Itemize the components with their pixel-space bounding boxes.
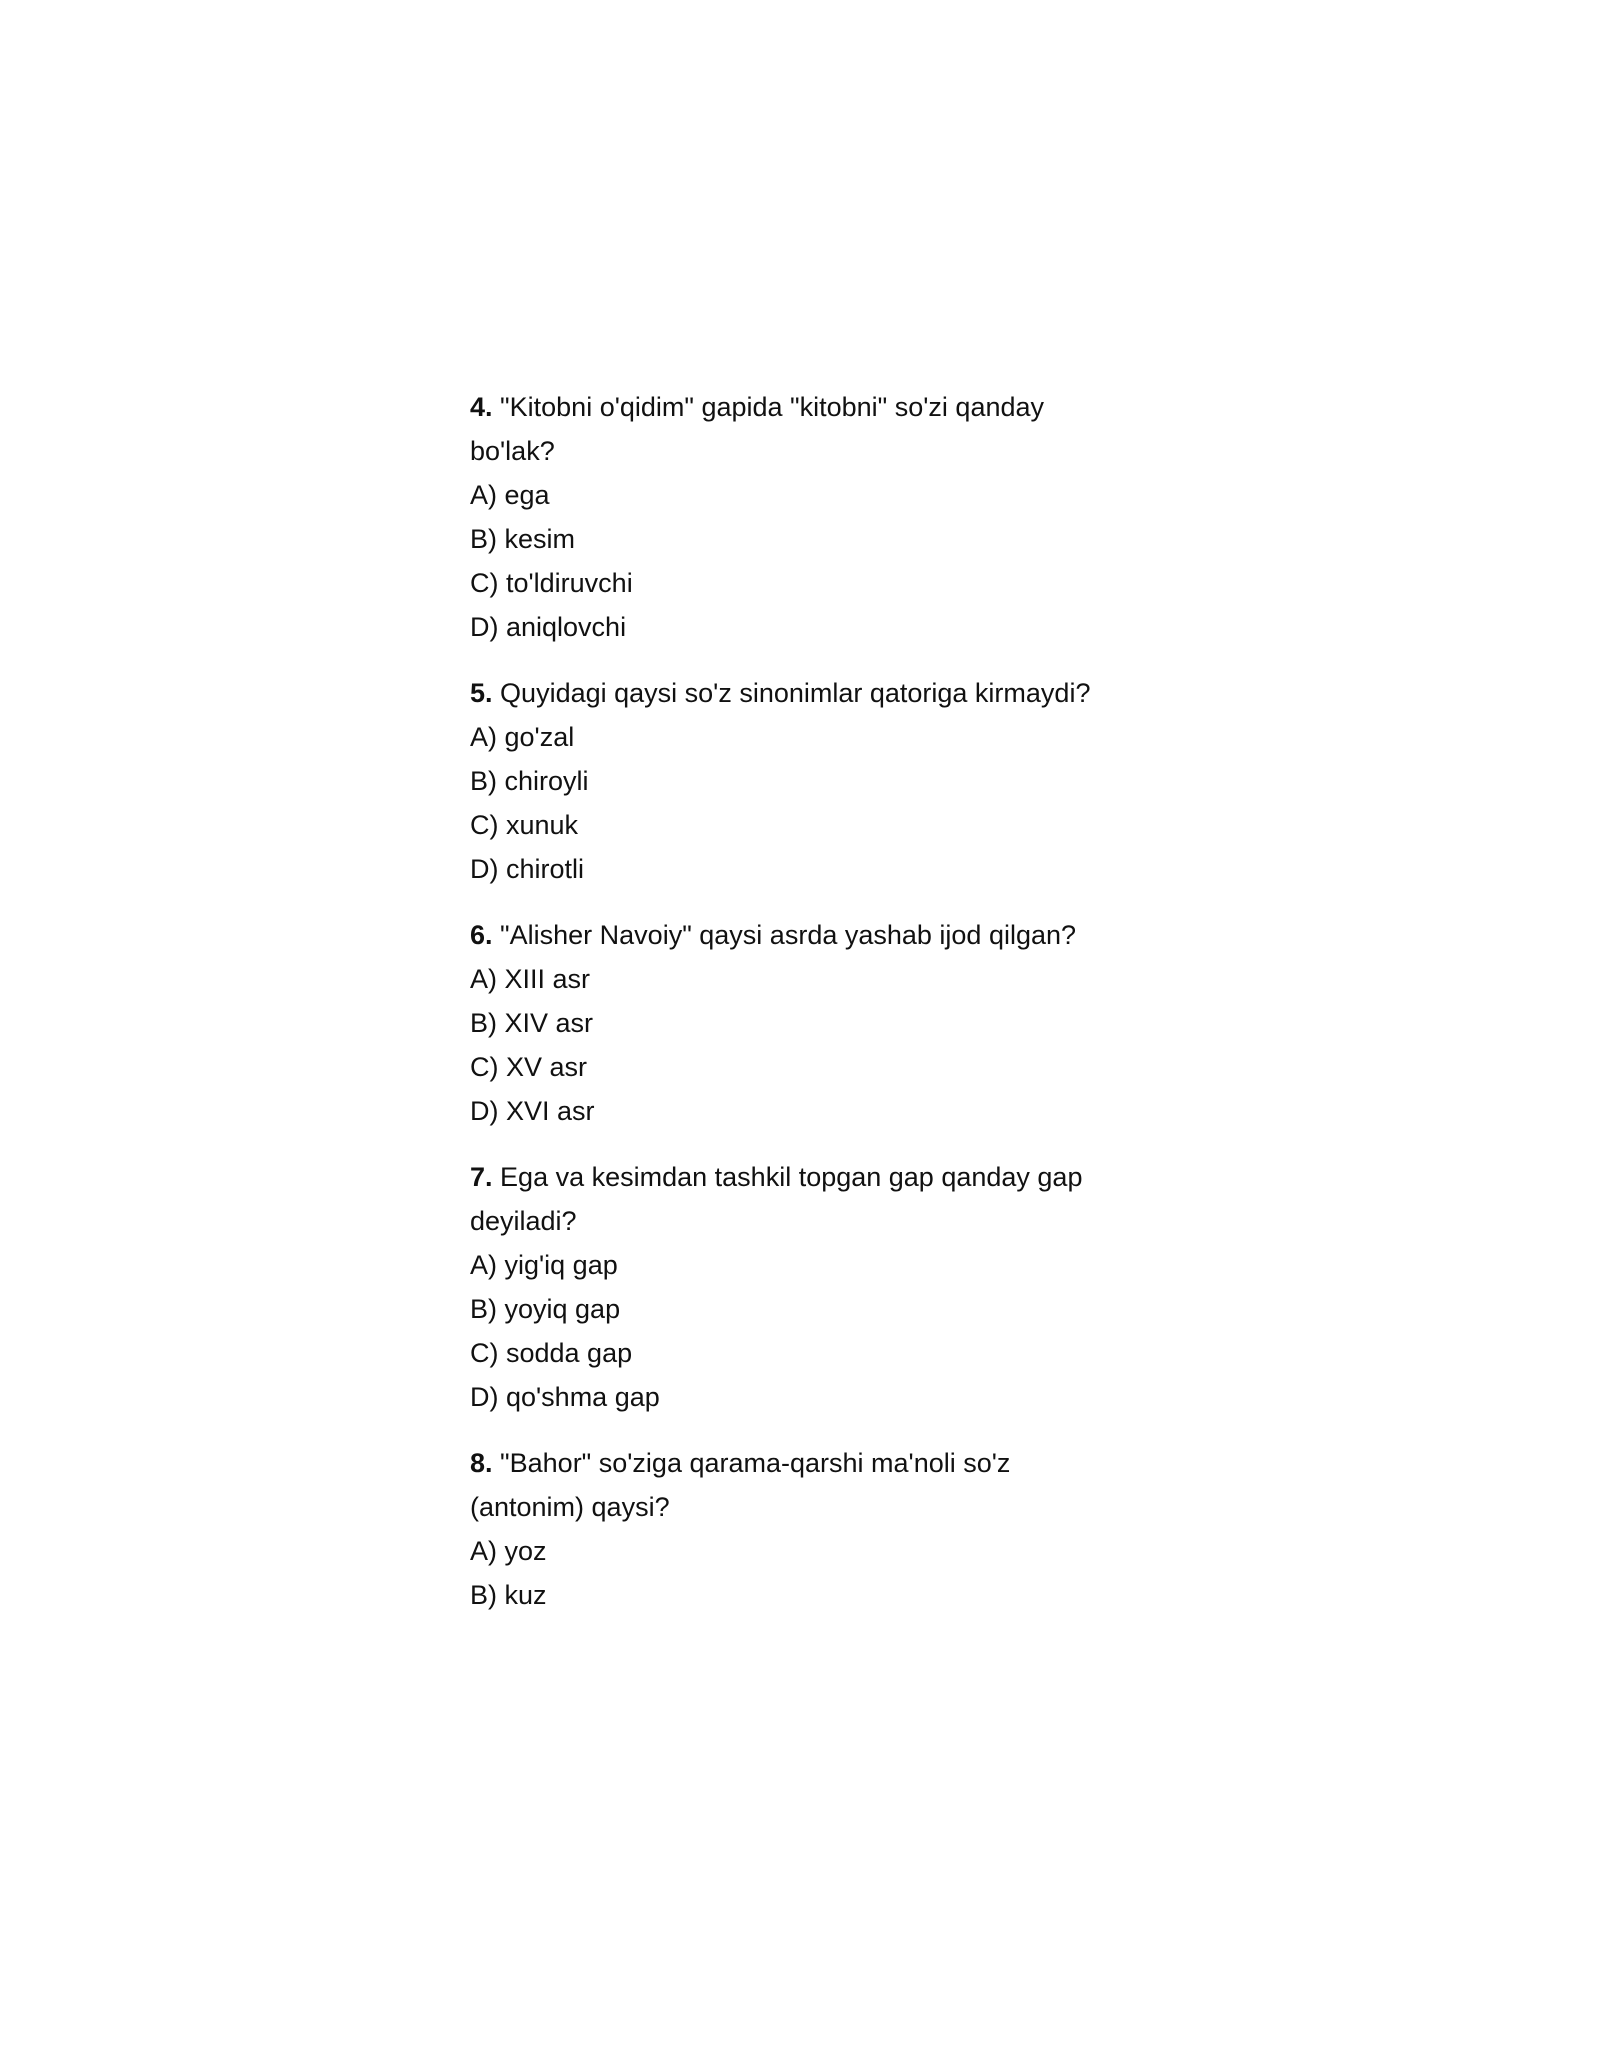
- question-number: 8.: [470, 1448, 493, 1478]
- question-text: [470, 1441, 1130, 1529]
- question-text: [470, 671, 1130, 715]
- option-d: D) XVI asr: [470, 1096, 595, 1126]
- question-text: [470, 385, 1130, 473]
- question-prompt: Quyidagi qaysi so'z sinonimlar qatoriga kirmaydi?: [500, 678, 1091, 708]
- option-b: B) kuz: [470, 1580, 547, 1610]
- option-b: B) yoyiq gap: [470, 1294, 621, 1324]
- option-a: A) ega: [470, 480, 550, 510]
- option-d: D) chirotli: [470, 854, 585, 884]
- question-number: 5.: [470, 678, 493, 708]
- option-c: C) XV asr: [470, 1052, 588, 1082]
- question-7: [470, 1155, 1130, 1419]
- option-a: A) yoz: [470, 1536, 547, 1566]
- option-a: A) XIII asr: [470, 964, 591, 994]
- option-d: D) qo'shma gap: [470, 1382, 660, 1412]
- question-8: [470, 1441, 1130, 1617]
- question-6: [470, 913, 1130, 1133]
- option-b: B) XIV asr: [470, 1008, 594, 1038]
- question-5: [470, 671, 1130, 891]
- question-4: [470, 385, 1130, 649]
- option-b: B) chiroyli: [470, 766, 589, 796]
- option-b: B) kesim: [470, 524, 576, 554]
- option-c: C) xunuk: [470, 810, 579, 840]
- option-a: A) yig'iq gap: [470, 1250, 618, 1280]
- option-c: C) to'ldiruvchi: [470, 568, 633, 598]
- question-text: [470, 1155, 1130, 1243]
- question-prompt: Ega va kesimdan tashkil topgan gap qanday gap deyiladi?: [470, 1162, 1083, 1236]
- question-prompt: "Alisher Navoiy" qaysi asrda yashab ijod qilgan?: [500, 920, 1077, 950]
- question-list: [470, 385, 1130, 1639]
- option-c: C) sodda gap: [470, 1338, 633, 1368]
- question-number: 4.: [470, 392, 493, 422]
- question-text: [470, 913, 1130, 957]
- question-prompt: "Bahor" so'ziga qarama-qarshi ma'noli so'z (antonim) qaysi?: [470, 1448, 1011, 1522]
- option-d: D) aniqlovchi: [470, 612, 627, 642]
- question-prompt: "Kitobni o'qidim" gapida "kitobni" so'zi qanday bo'lak?: [470, 392, 1045, 466]
- option-a: A) go'zal: [470, 722, 575, 752]
- question-number: 7.: [470, 1162, 493, 1192]
- question-number: 6.: [470, 920, 493, 950]
